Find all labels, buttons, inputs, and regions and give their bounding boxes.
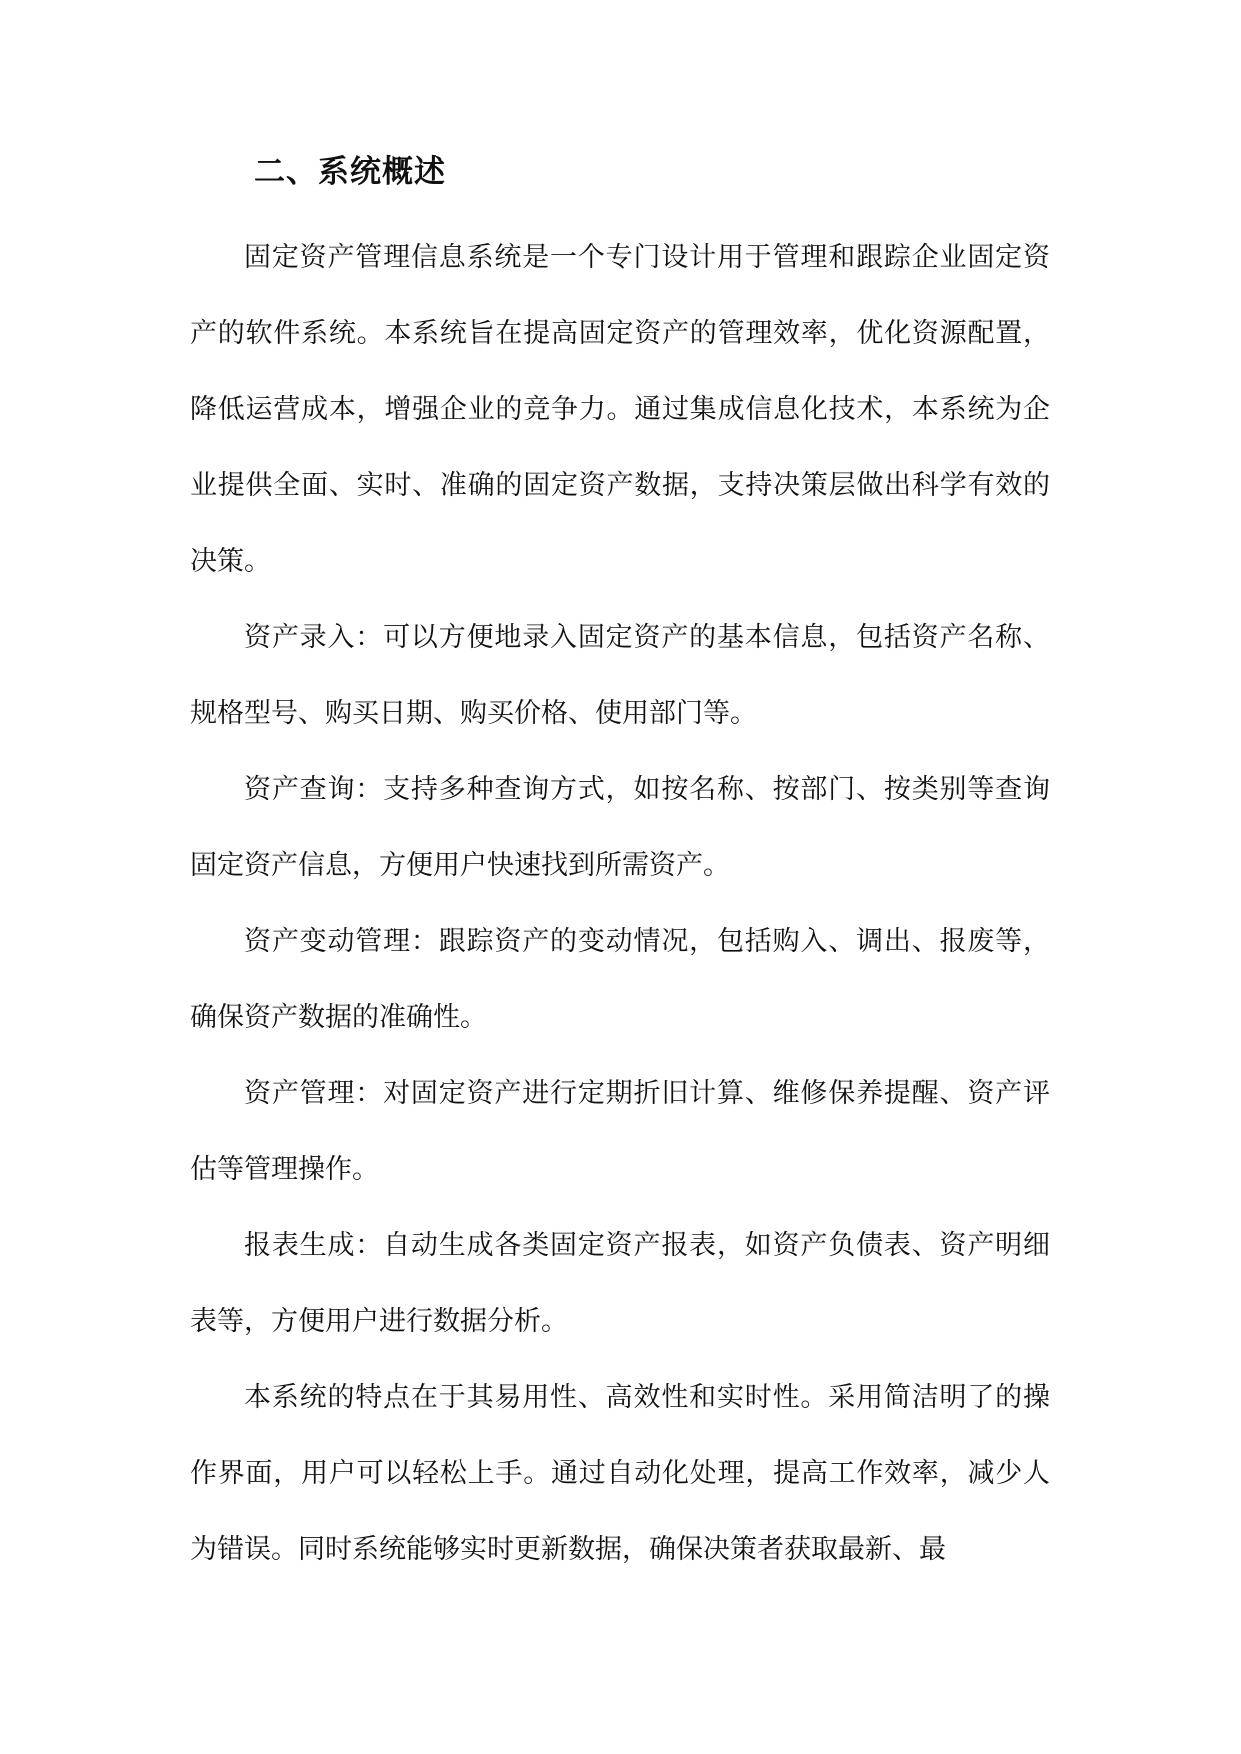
paragraph-features: 本系统的特点在于其易用性、高效性和实时性。采用简洁明了的操作界面，用户可以轻松上手。通过自动化处理，提高工作效率，减少人为错误。同时系统能够实时更新数据，确保决策者获取最新、最 — [190, 1382, 1050, 1565]
paragraph-asset-query: 资产查询：支持多种查询方式，如按名称、按部门、按类别等查询固定资产信息，方便用户快速找到所需资产。 — [190, 774, 1050, 881]
paragraph-overview: 固定资产管理信息系统是一个专门设计用于管理和跟踪企业固定资产的软件系统。本系统旨在提高固定资产的管理效率，优化资源配置，降低运营成本，增强企业的竞争力。通过集成信息化技术，本系统为企业提供全面、实时、准确的固定资产数据，支持决策层做出科学有效的决策。 — [190, 242, 1050, 577]
document-body — [190, 220, 1050, 1588]
section-heading: 二、系统概述 — [254, 154, 446, 190]
paragraph-asset-change: 资产变动管理：跟踪资产的变动情况，包括购入、调出、报废等，确保资产数据的准确性。 — [190, 926, 1050, 1033]
paragraph-asset-entry: 资产录入：可以方便地录入固定资产的基本信息，包括资产名称、规格型号、购买日期、购买价格、使用部门等。 — [190, 622, 1050, 729]
paragraph-asset-management: 资产管理：对固定资产进行定期折旧计算、维修保养提醒、资产评估等管理操作。 — [190, 1078, 1050, 1185]
paragraph-report-generation: 报表生成：自动生成各类固定资产报表，如资产负债表、资产明细表等，方便用户进行数据分析。 — [190, 1230, 1050, 1337]
